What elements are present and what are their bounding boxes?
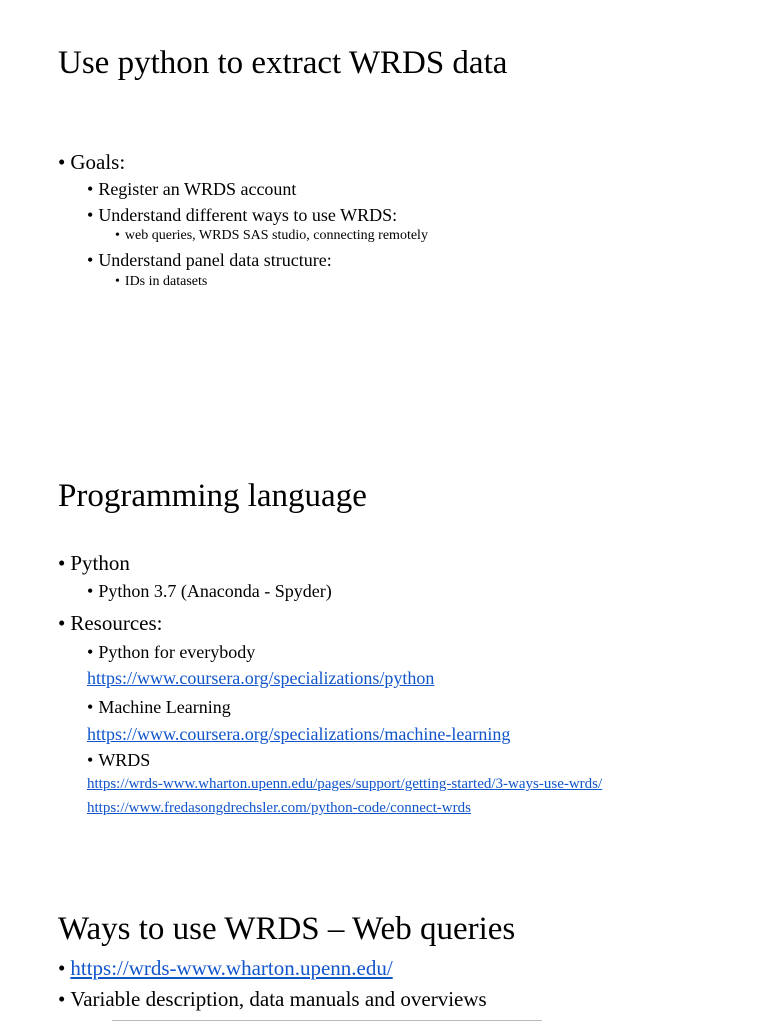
bullet-icon: • (87, 250, 94, 270)
bullet-icon: • (58, 150, 66, 174)
wrds-getting-started-link[interactable]: https://wrds-www.wharton.upenn.edu/pages/support/getting-started/3-ways-use-wrds/ (87, 776, 603, 792)
bullet-icon: • (87, 179, 94, 199)
python-course-link[interactable]: https://www.coursera.org/specializations/python (87, 668, 435, 688)
ml-course-link[interactable]: https://www.coursera.org/specializations/machine-learning (87, 724, 511, 744)
wrds-site-item (58, 958, 393, 979)
ways-detail-item (115, 229, 428, 243)
bullet-icon: • (87, 697, 94, 717)
bullet-icon: • (115, 228, 120, 243)
bullet-icon: • (87, 581, 94, 601)
register-label: Register an WRDS account (98, 179, 297, 199)
python-item (58, 553, 130, 574)
bullet-icon: • (58, 611, 66, 635)
resources-label: Resources: (70, 611, 163, 635)
ids-label: IDs in datasets (124, 274, 208, 289)
ids-item (115, 275, 207, 289)
goals-item (58, 152, 125, 173)
wrds-site-link[interactable]: https://wrds-www.wharton.upenn.edu/ (70, 956, 393, 980)
ways-detail-label: web queries, WRDS SAS studio, connecting remotely (124, 228, 428, 243)
bullet-icon: • (87, 205, 94, 225)
slide3-title: Ways to use WRDS – Web queries (58, 911, 516, 947)
python-version-item (87, 582, 332, 600)
python-everybody-item (87, 643, 255, 661)
ml-label: Machine Learning (98, 697, 231, 717)
understand-ways-item (87, 206, 397, 224)
understand-panel-item (87, 251, 332, 269)
understand-panel-label: Understand panel data structure: (98, 250, 332, 270)
goals-label: Goals: (70, 150, 126, 174)
wrds-item (87, 751, 150, 769)
bullet-icon: • (87, 750, 94, 770)
slide1-title: Use python to extract WRDS data (58, 45, 508, 81)
resources-item (58, 613, 163, 634)
bullet-icon: • (58, 551, 66, 575)
register-item (87, 180, 296, 198)
variable-desc-item (58, 989, 487, 1010)
bullet-icon: • (87, 642, 94, 662)
bullet-icon: • (58, 956, 66, 980)
ml-item (87, 698, 231, 716)
python-everybody-label: Python for everybody (98, 642, 256, 662)
bullet-icon: • (58, 987, 66, 1011)
slide2-title: Programming language (58, 478, 367, 514)
understand-ways-label: Understand different ways to use WRDS: (98, 205, 398, 225)
wrds-connect-link[interactable]: https://www.fredasongdrechsler.com/python-code/connect-wrds (87, 800, 471, 816)
bullet-icon: • (115, 274, 120, 289)
wrds-label: WRDS (98, 750, 151, 770)
python-version-label: Python 3.7 (Anaconda - Spyder) (98, 581, 332, 601)
variable-desc-label: Variable description, data manuals and overviews (70, 987, 487, 1011)
divider (112, 1020, 542, 1021)
python-label: Python (70, 551, 130, 575)
